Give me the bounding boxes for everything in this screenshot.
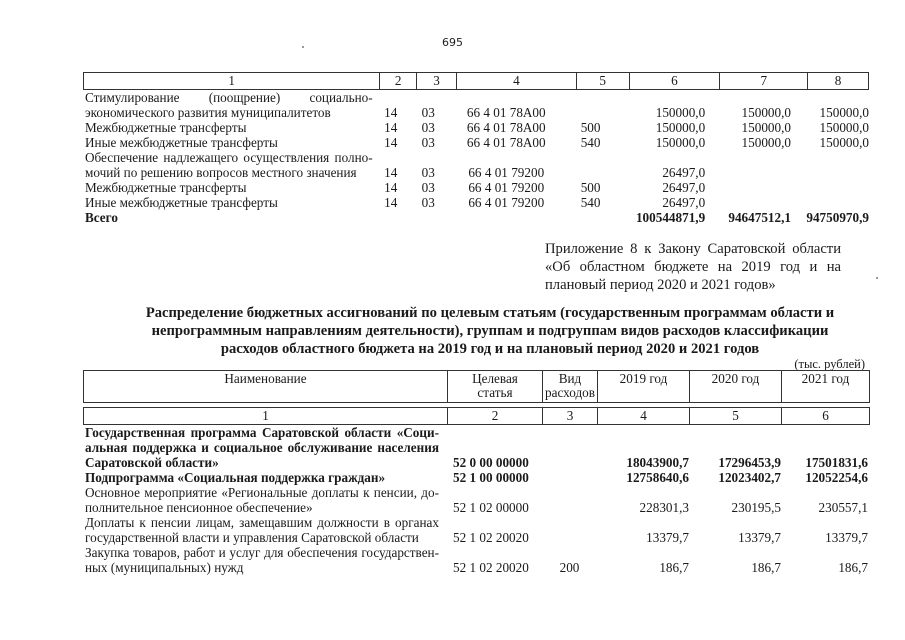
cell-y2019: 13379,7 <box>646 530 689 545</box>
header-expense-type <box>543 371 598 402</box>
row-name-line: полнительное пенсионное обеспечение» <box>85 500 313 515</box>
cell-c5: 540 <box>580 195 601 210</box>
cell-c5: 500 <box>580 180 601 195</box>
cell-c7: 94647512,1 <box>728 210 791 225</box>
cell-c2: 14 <box>384 165 398 180</box>
col-index-2: 2 <box>380 73 417 89</box>
row-name-line: Основное мероприятие «Региональные доплаты к пенсии, до- <box>85 485 439 500</box>
row-name-line: Саратовской области» <box>85 455 219 470</box>
row-name-line: Обеспечение надлежащего осуществления полно- <box>85 150 373 165</box>
header-name: Наименование <box>84 371 448 402</box>
row-name-line: государственной власти и управления Саратовской области <box>85 530 419 545</box>
row-name-line: альная поддержка и социальное обслуживание населения <box>85 440 439 455</box>
cell-c2: 14 <box>384 180 398 195</box>
title-line: непрограммным направлениям деятельности), группам и подгруппам видов расходов классификации <box>151 323 829 339</box>
continuation-table-body <box>83 90 869 225</box>
cell-y2020: 17296453,9 <box>718 455 781 470</box>
col-index-5: 5 <box>577 73 630 89</box>
cell-y2020: 13379,7 <box>738 530 781 545</box>
row-name <box>83 545 447 575</box>
header-text: Вид <box>558 371 582 386</box>
scan-speck <box>302 46 304 48</box>
cell-c4: 66 4 01 78А00 <box>466 120 546 135</box>
row-name-line: ных (муниципальных) нужд <box>85 560 244 575</box>
cell-y2020: 12023402,7 <box>718 470 781 485</box>
cell-y2021: 186,7 <box>838 560 868 575</box>
title-line: Распределение бюджетных ассигнований по целевым статьям (государственным программам области и <box>145 305 835 321</box>
row-name-line: Межбюджетные трансферты <box>85 120 247 135</box>
cell-c3: 03 <box>421 165 435 180</box>
table-row <box>83 180 869 195</box>
cell-y2020: 186,7 <box>751 560 781 575</box>
cell-c6: 26497,0 <box>662 195 706 210</box>
row-name <box>83 120 373 135</box>
cell-c6: 150000,0 <box>655 135 706 150</box>
header-text: статья <box>477 385 513 400</box>
cell-c8: 94750970,9 <box>806 210 869 225</box>
row-name <box>83 90 373 120</box>
cell-target: 52 0 00 00000 <box>453 455 529 470</box>
col-index-3: 3 <box>543 408 598 424</box>
cell-target: 52 1 02 00000 <box>453 500 529 515</box>
cell-c7: 150000,0 <box>741 105 791 120</box>
row-name <box>83 150 373 180</box>
cell-c2: 14 <box>384 105 398 120</box>
row-name-line: Государственная программа Саратовской области «Соци- <box>85 425 439 440</box>
table-row <box>83 470 870 485</box>
continuation-table <box>83 72 869 225</box>
row-name-line: Иные межбюджетные трансферты <box>85 195 278 210</box>
cell-c6: 26497,0 <box>662 180 706 195</box>
cell-c4: 66 4 01 78А00 <box>466 105 546 120</box>
cell-c6: 150000,0 <box>655 105 706 120</box>
cell-c3: 03 <box>421 195 435 210</box>
row-name <box>83 135 373 150</box>
table-row <box>83 120 869 135</box>
table-row <box>83 425 870 470</box>
cell-c7: 150000,0 <box>741 135 791 150</box>
col-index-4: 4 <box>598 408 690 424</box>
col-index-8: 8 <box>834 73 842 88</box>
header-target-article <box>448 371 543 402</box>
cell-y2021: 13379,7 <box>825 530 868 545</box>
appendix-line: Приложение 8 к Закону Саратовской области <box>545 241 841 257</box>
row-name <box>83 195 373 210</box>
cell-type: 200 <box>559 560 580 575</box>
row-name-line: Стимулирование (поощрение) социально- <box>85 90 373 105</box>
cell-c6: 150000,0 <box>655 120 706 135</box>
column-index-header <box>83 72 869 90</box>
page-number: 695 <box>442 36 463 49</box>
col-index-4: 4 <box>457 73 577 89</box>
scan-speck <box>876 277 878 279</box>
cell-y2021: 12052254,6 <box>805 470 868 485</box>
cell-c3: 03 <box>421 180 435 195</box>
cell-c5: 540 <box>580 135 601 150</box>
units-label: (тыс. рублей) <box>794 357 865 371</box>
cell-c6: 100544871,9 <box>635 210 706 225</box>
table-row <box>83 485 870 515</box>
header-text: расходов <box>545 385 595 400</box>
document-title <box>100 304 880 358</box>
cell-c3: 03 <box>421 120 435 135</box>
appendix-reference <box>545 240 841 294</box>
col-index-7: 7 <box>720 73 808 89</box>
cell-c5: 500 <box>580 120 601 135</box>
table-row <box>83 545 870 575</box>
table-header <box>83 370 870 403</box>
row-name-line: Закупка товаров, работ и услуг для обеспечения государствен- <box>85 545 439 560</box>
row-name-line: Иные межбюджетные трансферты <box>85 135 278 150</box>
table-row <box>83 515 870 545</box>
cell-c2: 14 <box>384 195 398 210</box>
header-text: Целевая <box>472 371 518 386</box>
col-index-6: 6 <box>630 73 721 89</box>
cell-c7: 150000,0 <box>741 120 791 135</box>
row-name <box>83 180 373 195</box>
cell-c2: 14 <box>384 135 398 150</box>
budget-allocation-table <box>83 370 870 575</box>
appendix-line: плановый период 2020 и 2021 годов» <box>545 277 776 293</box>
table-row <box>83 195 869 210</box>
header-2020: 2020 год <box>690 371 782 402</box>
table-row <box>83 135 869 150</box>
cell-y2019: 186,7 <box>659 560 689 575</box>
cell-c4: 66 4 01 79200 <box>468 195 545 210</box>
col-index-2: 2 <box>448 408 543 424</box>
cell-c8: 150000,0 <box>819 135 869 150</box>
cell-y2021: 17501831,6 <box>805 455 868 470</box>
cell-c4: 66 4 01 79200 <box>468 180 545 195</box>
row-name-line: Подпрограмма «Социальная поддержка граждан» <box>85 470 386 485</box>
row-name <box>83 470 447 485</box>
cell-y2019: 228301,3 <box>639 500 689 515</box>
header-2019: 2019 год <box>598 371 690 402</box>
col-index-5: 5 <box>690 408 782 424</box>
row-name-line: Всего <box>85 210 118 225</box>
cell-y2019: 12758640,6 <box>626 470 689 485</box>
cell-c4: 66 4 01 79200 <box>468 165 545 180</box>
col-index-3: 3 <box>417 73 457 89</box>
cell-c8: 150000,0 <box>819 105 869 120</box>
cell-y2019: 18043900,7 <box>626 455 689 470</box>
cell-c4: 66 4 01 78А00 <box>466 135 546 150</box>
row-name <box>83 515 447 545</box>
cell-y2021: 230557,1 <box>818 500 868 515</box>
title-line: расходов областного бюджета на 2019 год и на плановый период 2020 и 2021 годов <box>220 341 760 357</box>
table-row <box>83 90 869 120</box>
col-index-6: 6 <box>822 408 829 423</box>
cell-c8: 150000,0 <box>819 120 869 135</box>
row-name-line: экономического развития муниципалитетов <box>85 105 331 120</box>
cell-target: 52 1 02 20020 <box>453 560 529 575</box>
cell-target: 52 1 02 20020 <box>453 530 529 545</box>
cell-c6: 26497,0 <box>662 165 706 180</box>
row-name-line: мочий по решению вопросов местного значения <box>85 165 357 180</box>
column-index-row <box>83 407 870 425</box>
appendix-line: «Об областном бюджете на 2019 год и на <box>545 259 841 275</box>
cell-c3: 03 <box>421 135 435 150</box>
row-name-line: Доплаты к пенсии лицам, замещавшим должности в органах <box>85 515 439 530</box>
row-name <box>83 485 447 515</box>
row-name <box>83 210 373 225</box>
cell-target: 52 1 00 00000 <box>453 470 529 485</box>
row-name <box>83 425 447 470</box>
cell-y2020: 230195,5 <box>731 500 781 515</box>
budget-table-body <box>83 425 870 575</box>
table-row <box>83 210 869 225</box>
cell-c3: 03 <box>421 105 435 120</box>
row-name-line: Межбюджетные трансферты <box>85 180 247 195</box>
col-index-1: 1 <box>84 73 380 89</box>
table-row <box>83 150 869 180</box>
cell-c2: 14 <box>384 120 398 135</box>
col-index-1: 1 <box>84 408 448 424</box>
header-2021: 2021 год <box>801 371 850 386</box>
